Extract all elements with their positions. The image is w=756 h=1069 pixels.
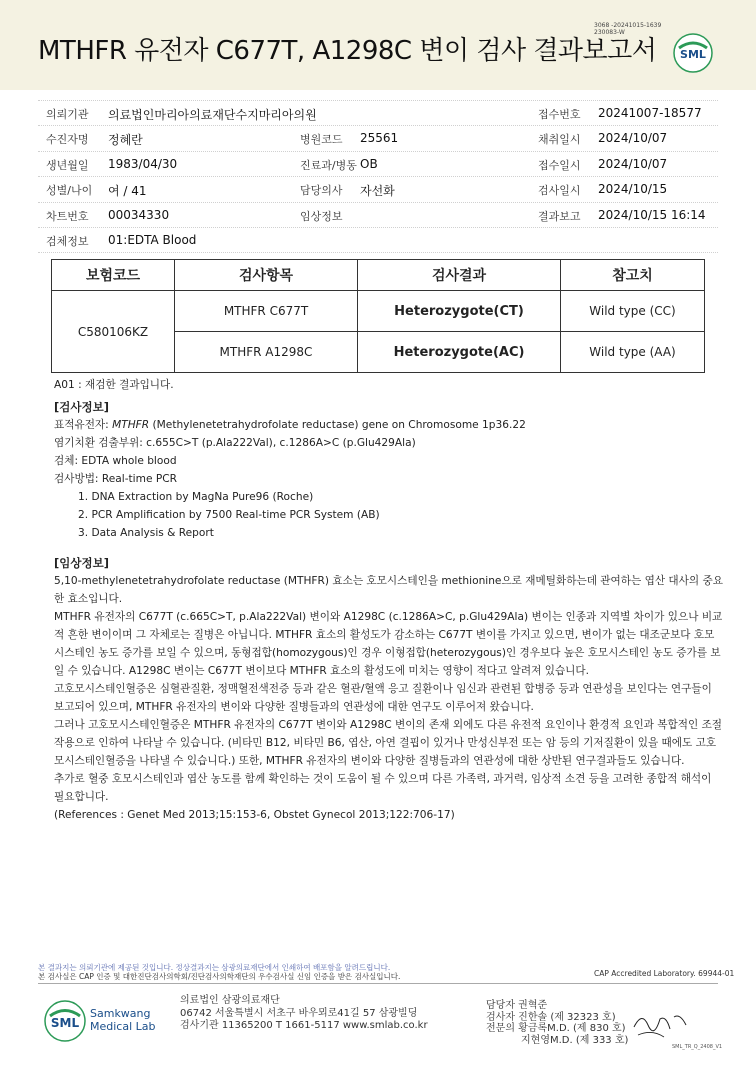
- staff-line: 지현영M.D. (제 333 호): [521, 1034, 629, 1046]
- header-result: 검사결과: [358, 260, 561, 291]
- retest-note: A01 : 재검한 결과입니다.: [54, 379, 174, 391]
- address-line: 의료법인 삼광의료재단: [180, 995, 280, 1006]
- specimen-label: 검체정보: [46, 234, 89, 248]
- report-date-value: 2024/10/15 16:14: [598, 207, 706, 222]
- dept-value: OB: [360, 156, 378, 171]
- test-result: Heterozygote(AC): [358, 332, 561, 373]
- name-label: 수진자명: [46, 133, 89, 147]
- target-gene: [54, 416, 724, 434]
- target-gene-prefix: 표적유전자:: [54, 419, 113, 431]
- lab-name-line-2: Medical Lab: [90, 1020, 156, 1033]
- cap-accreditation: CAP Accredited Laboratory. 69944-01: [594, 969, 735, 978]
- references: (References : Genet Med 2013;15:153-6, Obstet Gynecol 2013;122:706-17): [54, 809, 455, 821]
- collection-date-value: 2024/10/07: [598, 131, 668, 146]
- reference-value: Wild type (CC): [561, 291, 705, 332]
- sex-age-value: 여 / 41: [108, 184, 147, 199]
- lab-name-line-1: Samkwang: [90, 1007, 151, 1020]
- staff-line: 담당자 권혁준: [486, 1000, 548, 1011]
- results-header-row: [52, 260, 705, 291]
- receipt-no-label: 접수번호: [538, 108, 581, 121]
- doc-code-line-2: 230083-W: [594, 29, 625, 36]
- header-reference: 참고치: [561, 260, 705, 291]
- chart-no-label: 차트번호: [46, 209, 89, 223]
- clinical-paragraph: 그러나 고호모시스테인혈증은 MTHFR 유전자의 C677T 변이와 A1298C 변이의 존재 외에도 다른 유전적 요인이나 환경적 요인과 복합적인 조절작용으로 인하여 나타날 수 있습니다. (비타민 B12, 비타민 B6, 엽산, 아연 결핍이 있거나 만성신부전 또는 암 등의 기저질환이 있을 때에도 고호모시스테인혈증을 나타낼 수 있습니다.) 또한, MTHFR 유전자의 변이와 다양한 질병들과의 연관성에 대한 상반된 연구결과들도 있습니다.: [54, 719, 723, 767]
- staff-line: 전문의 황금록M.D. (제 830 호): [486, 1023, 626, 1034]
- logo-text: SML: [680, 48, 706, 61]
- test-result: Heterozygote(CT): [358, 291, 561, 332]
- footer-divider: [38, 983, 718, 984]
- report-content: [54, 376, 724, 824]
- doctor-label: 담당의사: [300, 184, 343, 198]
- lab-name: [90, 1007, 156, 1033]
- lab-address: [180, 995, 428, 1033]
- doc-code-line-1: 3068 -20241015-1639: [594, 22, 662, 29]
- test-item: MTHFR C677T: [175, 291, 358, 332]
- clinical-paragraph: MTHFR 유전자의 C677T (c.665C>T, p.Ala222Val) 변이와 A1298C (c.1286A>C, p.Glu429Ala) 변이는 인종과 지역별 차이가 있으나 비교적 흔한 변이이며 그 자체로는 질병은 아닙니다. MTHFR 효소의 활성도가 감소하는 C677T 변이를 가지고 있으면, 변이가 없는 대조군보다 호모시스테인 농도 증가를 보일 수 있으며, 동형접합(homozygous)인 경우 이형접합(heterozygous)인 경우보다 높은 호모시스테인 농도 증가를 보일 수 있습니다. A1298C 변이는 C677T 변이보다 MTHFR 효소의 활성도에 미치는 영향이 적다고 알려져 있습니다.: [54, 611, 723, 677]
- footer-notice: 본 결과지는 의뢰기관에 제공된 것입니다. 정상결과지는 삼광의료재단에서 인쇄하여 배포함을 알려드립니다.: [38, 963, 391, 972]
- receipt-no-value: 20241007-18577: [598, 106, 702, 120]
- collection-date-label: 채취일시: [538, 133, 581, 147]
- clinical-paragraph: 추가로 혈중 호모시스테인과 엽산 농도를 함께 확인하는 것이 도움이 될 수 있으며 다른 가족력, 과거력, 임상적 소견 등을 고려한 종합적 해석이 필요합니다.: [54, 773, 712, 803]
- info-row: [38, 125, 718, 150]
- dept-label: 진료과/병동: [300, 158, 357, 172]
- hospital-code-label: 병원코드: [300, 133, 343, 147]
- test-info-heading: [검사정보]: [54, 400, 109, 414]
- sml-footer-logo-icon: [44, 1000, 86, 1042]
- document-code: [594, 22, 661, 36]
- staff-list: [486, 1000, 628, 1046]
- address-line: 검사기관 11365200 T 1661-5117 www.smlab.co.kr: [180, 1020, 428, 1031]
- report-title: MTHFR 유전자 C677T, A1298C 변이 검사 결과보고서: [38, 36, 657, 66]
- clinical-heading: [임상정보]: [54, 556, 109, 570]
- institution-label: 의뢰기관: [46, 108, 89, 121]
- receipt-date-label: 접수일시: [538, 158, 581, 172]
- clinical-paragraph: 고호모시스테인혈증은 심혈관질환, 정맥혈전색전증 등과 같은 혈관/혈액 응고 질환이나 임신과 관련된 합병증 등과 연관성을 보인다는 연구들이 보고되어 있으며, MTHFR 유전자의 변이와 다양한 질병들과의 연관성에 대한 연구도 이루어져 왔습니다.: [54, 683, 712, 713]
- report-header: [0, 0, 756, 90]
- institution-value: 의료법인마리아의료재단수지마리아의원: [108, 108, 317, 122]
- method-step: 3. Data Analysis & Report: [78, 527, 214, 539]
- info-row: [38, 227, 718, 253]
- address-line: 06742 서울특별시 서초구 바우뫼로41길 57 삼광빌딩: [180, 1007, 418, 1019]
- test-date-label: 검사일시: [538, 184, 581, 198]
- specimen-info: 검체: EDTA whole blood: [54, 455, 177, 467]
- report-date-label: 결과보고: [538, 209, 581, 223]
- info-row: [38, 176, 718, 201]
- chart-no-value: 00034330: [108, 207, 170, 222]
- birth-value: 1983/04/30: [108, 156, 178, 171]
- sex-age-label: 성별/나이: [46, 184, 93, 198]
- insurance-code: C580106KZ: [52, 291, 175, 373]
- variant-sites: 염기치환 검출부위: c.655C>T (p.Ala222Val), c.1286A>C (p.Glu429Ala): [54, 437, 416, 449]
- receipt-date-value: 2024/10/07: [598, 156, 668, 171]
- info-row: [38, 202, 718, 227]
- target-gene-rest: (Methylenetetrahydrofolate reductase) gene on Chromosome 1p36.22: [149, 419, 526, 431]
- clinical-paragraph: 5,10-methylenetetrahydrofolate reductase (MTHFR) 효소는 호모시스테인을 methionine으로 재메틸화하는데 관여하는 엽산 대사의 중요한 효소입니다.: [54, 575, 723, 605]
- test-method: 검사방법: Real-time PCR: [54, 473, 177, 485]
- footer-logo-text: SML: [50, 1016, 80, 1030]
- patient-info: [38, 100, 718, 253]
- signature-icon: [630, 1005, 690, 1041]
- results-table: [51, 259, 705, 373]
- staff-line: 검사자 진한솔 (제 32323 호): [486, 1011, 616, 1023]
- doctor-value: 자선화: [360, 184, 395, 199]
- header-test-item: 검사항목: [175, 260, 358, 291]
- clinical-label: 임상정보: [300, 209, 343, 223]
- sml-logo-icon: [673, 33, 713, 73]
- table-row: [52, 291, 705, 332]
- method-step: 2. PCR Amplification by 7500 Real-time PCR System (AB): [78, 509, 380, 521]
- name-value: 정혜란: [108, 133, 143, 148]
- specimen-value: 01:EDTA Blood: [108, 232, 197, 247]
- test-item: MTHFR A1298C: [175, 332, 358, 373]
- form-code: SML_TR_Q_2408_V1: [672, 1044, 723, 1050]
- info-row: [38, 151, 718, 176]
- header-insurance-code: 보험코드: [52, 260, 175, 291]
- info-row: [38, 100, 718, 125]
- test-date-value: 2024/10/15: [598, 182, 668, 197]
- birth-label: 생년월일: [46, 158, 89, 172]
- footer-accreditation: 본 검사실은 CAP 인증 및 대한진단검사의학회/진단검사의학재단의 우수검사실 신임 인증을 받은 검사실입니다.: [38, 972, 401, 981]
- method-step: 1. DNA Extraction by MagNa Pure96 (Roche): [78, 491, 314, 503]
- reference-value: Wild type (AA): [561, 332, 705, 373]
- hospital-code-value: 25561: [360, 131, 399, 146]
- target-gene-symbol: MTHFR: [112, 419, 150, 431]
